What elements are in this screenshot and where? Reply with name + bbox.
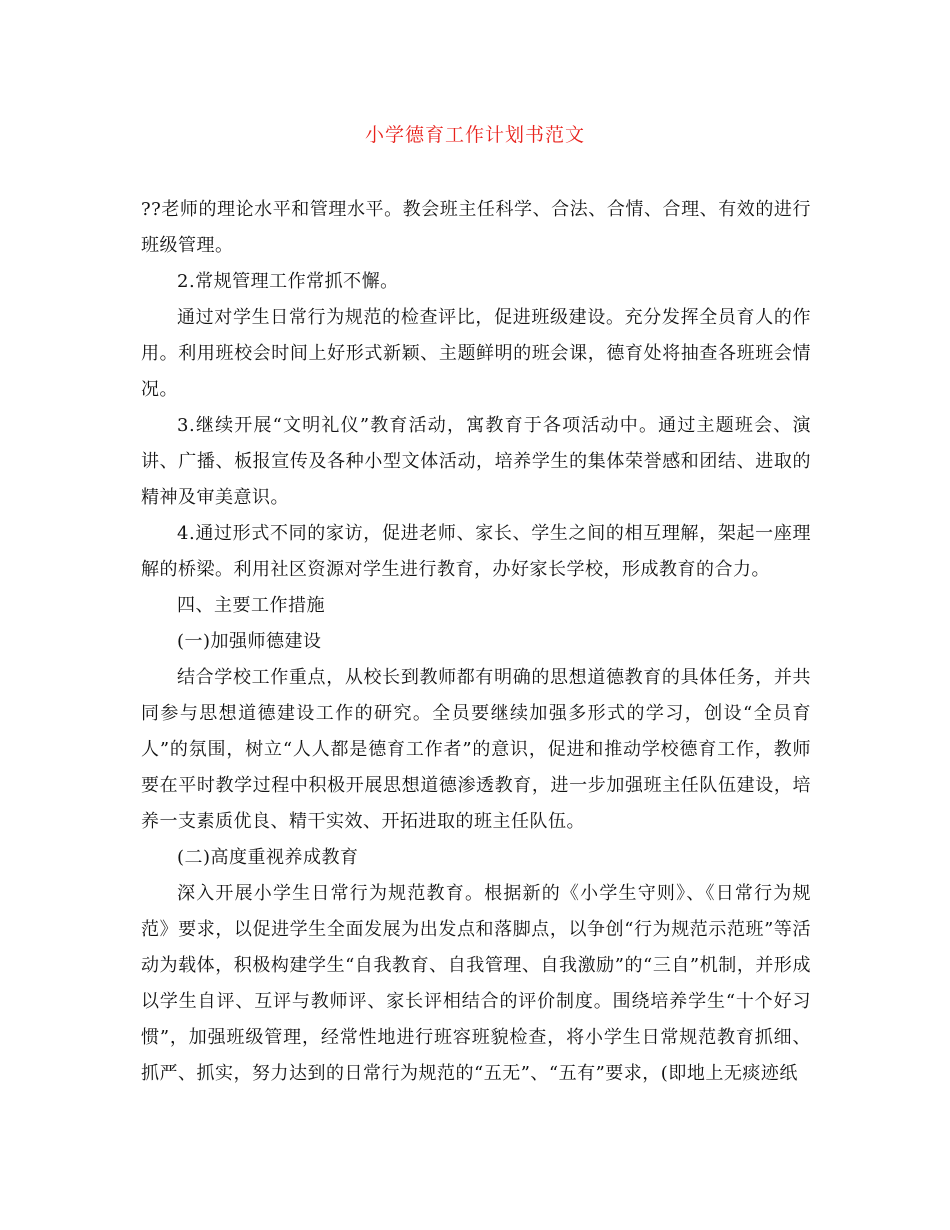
document-body [141,192,811,1092]
document-title: 小学德育工作计划书范文 [364,124,585,146]
subsection-heading: (一)加强师德建设 [177,631,322,652]
paragraph: 深入开展小学生日常行为规范教育。根据新的《小学生守则》、《日常行为规范》要求，以促进学生全面发展为出发点和落脚点，以争创“行为规范示范班”等活动为载体，积极构建学生“自我教育、自我管理、自我激励”的“三自”机制，并形成以学生自评、互评与教师评、家长评相结合的评价制度。围绕培养学生“十个好习惯”，加强班级管理，经常性地进行班容班貌检查，将小学生日常规范教育抓细、抓严、抓实，努力达到的日常行为规范的“五无”、“五有”要求，(即地上无痰迹纸 [141,883,811,1084]
paragraph: 结合学校工作重点，从校长到教师都有明确的思想道德教育的具体任务，并共同参与思想道德建设工作的研究。全员要继续加强多形式的学习，创设“全员育人”的氛围，树立“人人都是德育工作者”的意识，促进和推动学校德育工作，教师要在平时教学过程中积极开展思想道德渗透教育，进一步加强班主任队伍建设，培养一支素质优良、精干实效、开拓进取的班主任队伍。 [141,667,811,832]
paragraph: 4.通过形式不同的家访，促进老师、家长、学生之间的相互理解，架起一座理解的桥梁。利用社区资源对学生进行教育，办好家长学校，形成教育的合力。 [141,523,811,580]
paragraph: 2.常规管理工作常抓不懈。 [177,271,399,292]
section-heading: 四、主要工作措施 [177,595,325,616]
paragraph: 通过对学生日常行为规范的检查评比，促进班级建设。充分发挥全员育人的作用。利用班校会时间上好形式新颖、主题鲜明的班会课，德育处将抽查各班班会情况。 [141,307,811,400]
subsection-heading: (二)高度重视养成教育 [177,847,359,868]
paragraph: 3.继续开展“文明礼仪”教育活动，寓教育于各项活动中。通过主题班会、演讲、广播、板报宣传及各种小型文体活动，培养学生的集体荣誉感和团结、进取的精神及审美意识。 [141,415,811,508]
paragraph: ??老师的理论水平和管理水平。教会班主任科学、合法、合情、合理、有效的进行班级管理。 [141,199,811,256]
